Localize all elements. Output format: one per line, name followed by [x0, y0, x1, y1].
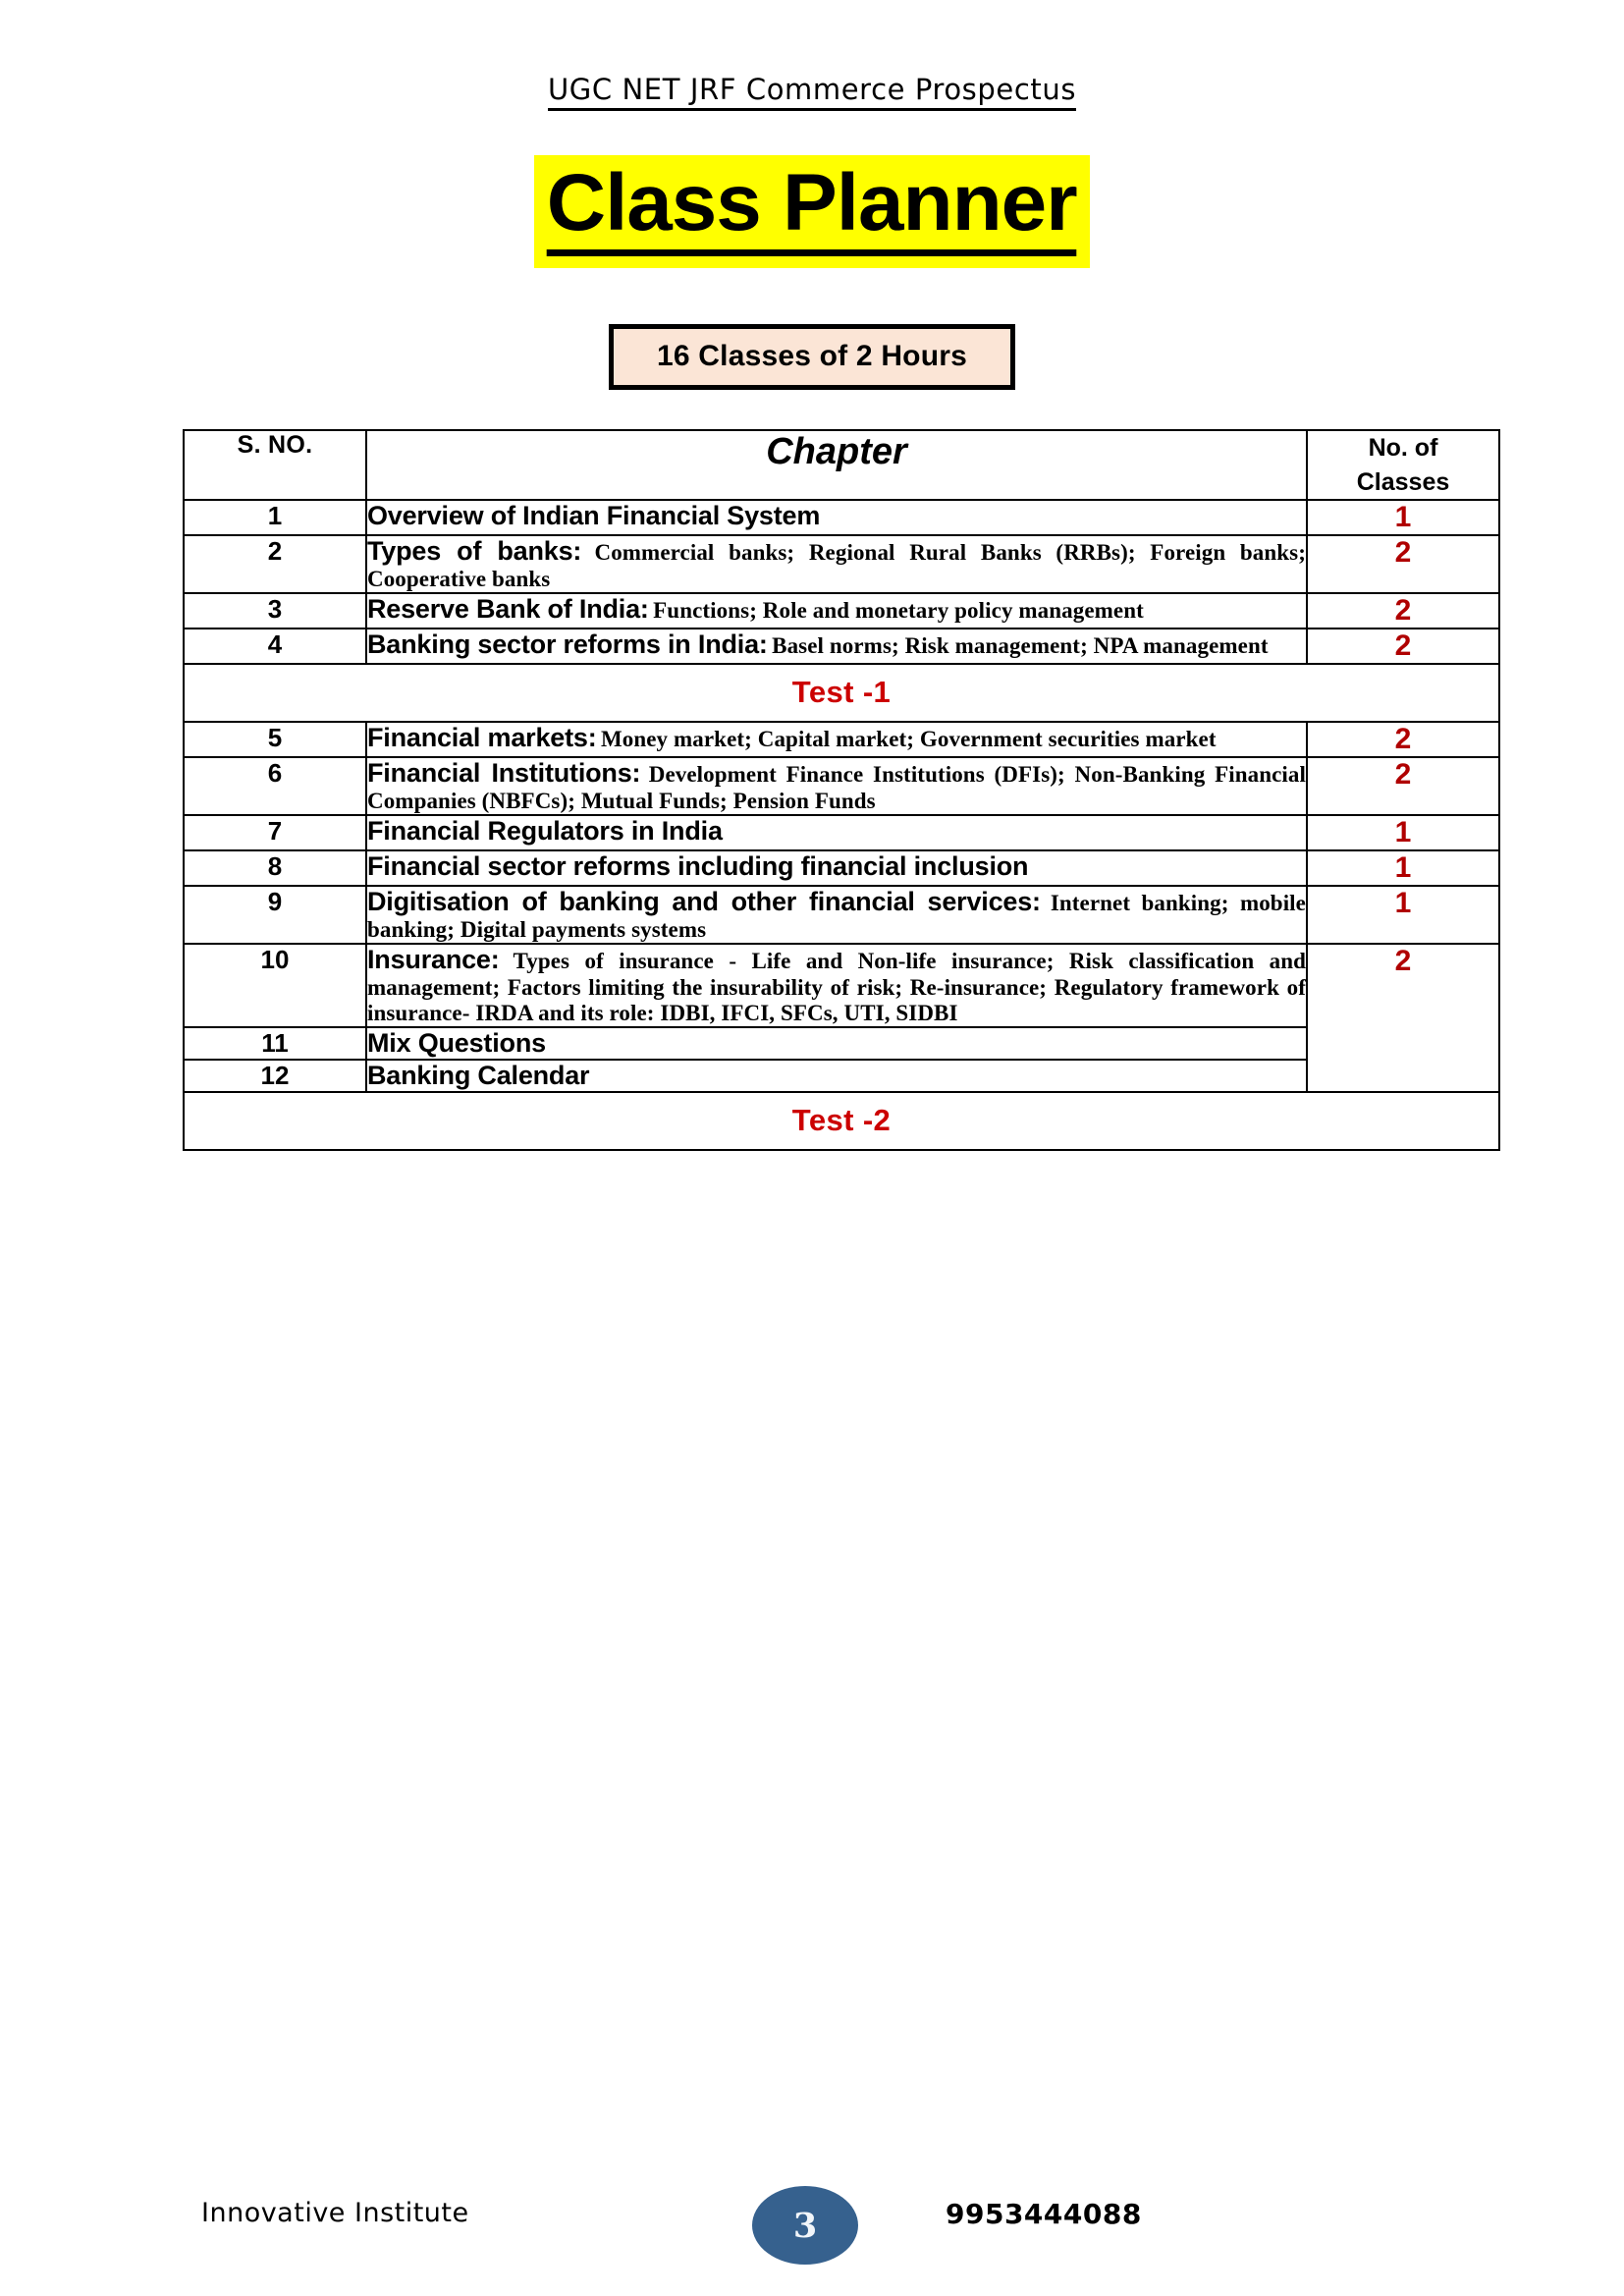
title-highlight	[534, 155, 1089, 268]
chapter-heading: Financial sector reforms including financial inclusion	[367, 851, 1029, 881]
table-row	[184, 944, 1499, 1027]
classes-summary-box: 16 Classes of 2 Hours	[609, 324, 1015, 390]
chapter-description: Commercial banks; Regional Rural Banks (RRBs); Foreign banks; Cooperative banks	[367, 540, 1306, 591]
chapter-heading: Types of banks:	[367, 536, 582, 566]
row-chapter	[366, 500, 1307, 535]
table-row	[184, 722, 1499, 757]
row-sno: 6	[184, 757, 366, 815]
prospectus-title: UGC NET JRF Commerce Prospectus	[548, 75, 1076, 111]
chapter-heading: Mix Questions	[367, 1028, 546, 1058]
row-classes-count: 2	[1307, 535, 1499, 593]
row-classes-count: 1	[1307, 815, 1499, 850]
contact-phone: 9953444088	[946, 2198, 1142, 2230]
chapter-heading: Digitisation of banking and other financial services:	[367, 887, 1041, 916]
column-header-classes-line1: No. of	[1368, 434, 1438, 462]
row-sno: 8	[184, 850, 366, 886]
chapter-heading: Financial Regulators in India	[367, 816, 723, 846]
chapter-description: Development Finance Institutions (DFIs); Non-Banking Financial Companies (NBFCs); Mutual Funds; Pension Funds	[367, 762, 1307, 813]
row-chapter	[366, 1027, 1307, 1060]
table-row	[184, 535, 1499, 593]
chapter-description: Internet banking; mobile banking; Digital payments systems	[367, 891, 1306, 942]
column-header-classes-line2: Classes	[1356, 467, 1450, 496]
row-classes-count: 1	[1307, 500, 1499, 535]
row-classes-count: 2	[1307, 722, 1499, 757]
table-row	[184, 815, 1499, 850]
row-sno: 10	[184, 944, 366, 1027]
table-row	[184, 593, 1499, 629]
row-chapter	[366, 1060, 1307, 1092]
row-chapter	[366, 815, 1307, 850]
table-row	[184, 629, 1499, 664]
chapter-heading: Financial markets:	[367, 723, 597, 752]
column-header-classes	[1307, 430, 1499, 500]
row-sno: 12	[184, 1060, 366, 1092]
row-sno: 9	[184, 886, 366, 944]
page-title: Class Planner	[547, 161, 1077, 256]
row-classes-count: 1	[1307, 850, 1499, 886]
chapter-heading: Banking sector reforms in India:	[367, 629, 768, 659]
row-classes-count-merged: 2	[1307, 944, 1499, 1092]
row-chapter	[366, 722, 1307, 757]
table-row	[184, 850, 1499, 886]
chapter-heading: Financial Institutions:	[367, 758, 641, 788]
row-chapter	[366, 593, 1307, 629]
chapter-heading: Banking Calendar	[367, 1061, 590, 1090]
main-title-band	[0, 155, 1624, 268]
page-number: 3	[792, 2205, 818, 2246]
column-header-sno: S. NO.	[184, 430, 366, 500]
class-planner-table	[183, 429, 1500, 1151]
institute-name: Innovative Institute	[201, 2198, 469, 2228]
table-row	[184, 1060, 1499, 1092]
row-classes-count: 1	[1307, 886, 1499, 944]
chapter-description: Basel norms; Risk management; NPA management	[772, 633, 1269, 658]
table-header-row	[184, 430, 1499, 500]
column-header-chapter: Chapter	[366, 430, 1307, 500]
table-row	[184, 500, 1499, 535]
page-footer	[0, 2184, 1624, 2263]
table-row	[184, 1027, 1499, 1060]
table-row	[184, 886, 1499, 944]
test-1-label: Test -1	[184, 664, 1499, 722]
row-chapter	[366, 850, 1307, 886]
chapter-description: Functions; Role and monetary policy management	[653, 598, 1144, 623]
row-chapter	[366, 629, 1307, 664]
row-classes-count: 2	[1307, 629, 1499, 664]
row-sno: 2	[184, 535, 366, 593]
row-chapter	[366, 535, 1307, 593]
row-chapter	[366, 757, 1307, 815]
row-classes-count: 2	[1307, 757, 1499, 815]
row-sno: 4	[184, 629, 366, 664]
table-row	[184, 757, 1499, 815]
row-sno: 11	[184, 1027, 366, 1060]
row-chapter	[366, 944, 1307, 1027]
chapter-description: Types of insurance - Life and Non-life insurance; Risk classification and management; Factors limiting the insurability of risk; Re-insurance; Regulatory framework of insurance- IRDA and its role: IDBI, IFCI, SFCs, UTI, SIDBI	[367, 949, 1306, 1025]
chapter-heading: Reserve Bank of India:	[367, 594, 649, 624]
page-number-badge	[752, 2186, 858, 2265]
test-separator-row	[184, 1092, 1499, 1150]
chapter-description: Money market; Capital market; Government securities market	[600, 727, 1217, 751]
test-2-label: Test -2	[184, 1092, 1499, 1150]
row-chapter	[366, 886, 1307, 944]
subtitle-box-wrapper	[0, 324, 1624, 390]
chapter-heading: Overview of Indian Financial System	[367, 501, 821, 530]
row-sno: 3	[184, 593, 366, 629]
row-sno: 5	[184, 722, 366, 757]
test-separator-row	[184, 664, 1499, 722]
row-sno: 1	[184, 500, 366, 535]
chapter-heading: Insurance:	[367, 945, 500, 974]
row-sno: 7	[184, 815, 366, 850]
document-header	[0, 75, 1624, 111]
row-classes-count: 2	[1307, 593, 1499, 629]
